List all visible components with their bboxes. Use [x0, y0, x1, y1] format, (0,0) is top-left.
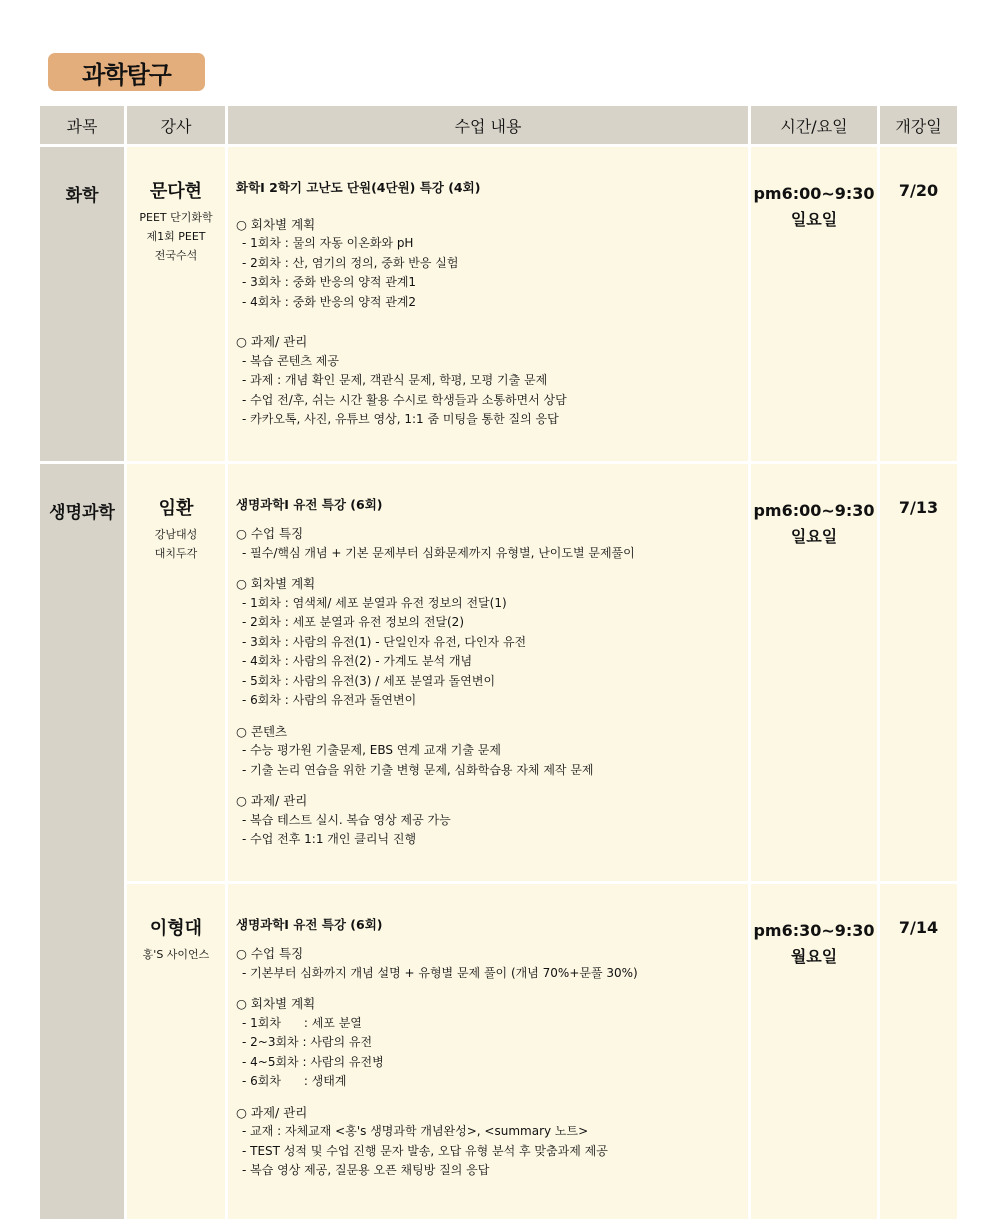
- class-day: 일요일: [790, 526, 838, 546]
- teacher-bio-line: PEET 단기화학: [139, 211, 213, 224]
- class-time: pm6:00~9:30: [753, 500, 875, 520]
- content-block: [236, 524, 742, 563]
- teacher-bio-line: 전국수석: [154, 249, 198, 262]
- block-line: - 기본부터 심화까지 개념 설명 + 유형별 문제 풀이 (개념 70%+문풀 30%): [242, 965, 638, 980]
- block-line: - 수능 평가원 기출문제, EBS 연계 교재 기출 문제: [242, 743, 501, 757]
- teacher-bio: [128, 525, 224, 563]
- content-block: [236, 944, 742, 983]
- block-line: - 카카오톡, 사진, 유튜브 영상, 1:1 줌 미팅을 통한 질의 응답: [242, 412, 559, 426]
- time-cell: [751, 884, 877, 1219]
- content-cell: [228, 147, 748, 461]
- block-heading: ○ 회차별 계획: [236, 576, 316, 591]
- content-block: [236, 215, 742, 313]
- class-day: 월요일: [790, 946, 838, 966]
- table-row: [40, 884, 957, 1219]
- block-heading: ○ 수업 특징: [236, 946, 304, 961]
- block-line: - 수업 전/후, 쉬는 시간 활용 수시로 학생들과 소통하면서 상담: [242, 392, 567, 407]
- table-row: [40, 147, 957, 461]
- block-line: - 교재 : 자체교재 <홍's 생명과학 개념완성>, <summary 노트>: [242, 1124, 589, 1138]
- content-block: [236, 574, 742, 711]
- block-line: - 2~3회차 : 사람의 유전: [242, 1035, 373, 1049]
- block-line: - 기출 논리 연습을 위한 기출 변형 문제, 심화학습용 자체 제작 문제: [242, 762, 594, 777]
- teacher-name: 문다현: [149, 181, 203, 202]
- block-line: - 1회차 : 세포 분열: [242, 1015, 362, 1030]
- course-title: 생명과학Ⅰ 유전 특강 (6회): [236, 496, 383, 512]
- block-line: - 6회차 : 사람의 유전과 돌연변이: [242, 693, 417, 707]
- class-time: pm6:30~9:30: [753, 920, 875, 940]
- course-title: 생명과학Ⅰ 유전 특강 (6회): [236, 916, 383, 932]
- header-subject: 과목: [40, 106, 124, 144]
- block-line: - 2회차 : 세포 분열과 유전 정보의 전달(2): [242, 615, 464, 629]
- class-time: pm6:00~9:30: [753, 184, 875, 203]
- block-heading: ○ 회차별 계획: [236, 996, 316, 1011]
- content-cell: [228, 884, 748, 1219]
- block-heading: ○ 수업 특징: [236, 526, 304, 541]
- block-line: - 4회차 : 사람의 유전(2) - 가계도 분석 개념: [242, 654, 473, 668]
- block-line: - 수업 전후 1:1 개인 클리닉 진행: [242, 832, 417, 846]
- section-title-badge: 과학탐구: [48, 53, 205, 91]
- time-cell: [751, 464, 877, 881]
- block-line: - 3회차 : 사람의 유전(1) - 단일인자 유전, 다인자 유전: [242, 634, 527, 649]
- block-line: - 4~5회차 : 사람의 유전병: [242, 1054, 384, 1069]
- block-heading: ○ 콘텐츠: [236, 723, 288, 739]
- teacher-bio-line: 대치두각: [154, 546, 198, 560]
- table-header-row: [40, 106, 957, 144]
- block-line: - 3회차 : 중화 반응의 양적 관계1: [242, 275, 417, 289]
- content-block: [236, 722, 742, 781]
- header-start-date: 개강일: [880, 106, 957, 144]
- block-line: - 5회차 : 사람의 유전(3) / 세포 분열과 돌연변이: [242, 673, 496, 688]
- time-cell: [751, 147, 877, 461]
- header-time: 시간/요일: [751, 106, 877, 144]
- teacher-cell: [127, 147, 225, 461]
- start-date-cell: 7/14: [880, 884, 957, 1219]
- block-line: - 4회차 : 중화 반응의 양적 관계2: [242, 294, 417, 309]
- teacher-cell: [127, 464, 225, 881]
- teacher-bio-line: 강남대성: [154, 527, 198, 541]
- block-line: - 복습 영상 제공, 질문용 오픈 채팅방 질의 응답: [242, 1163, 490, 1177]
- teacher-bio-line: 홍'S 사이언스: [142, 947, 210, 961]
- teacher-bio: [128, 208, 224, 265]
- block-line: - 6회차 : 생태계: [242, 1074, 347, 1088]
- content-block: [236, 1103, 742, 1181]
- header-teacher: 강사: [127, 106, 225, 144]
- content-cell: [228, 464, 748, 881]
- start-date-cell: 7/13: [880, 464, 957, 881]
- block-heading: ○ 과제/ 관리: [236, 1104, 308, 1120]
- table-row: [40, 464, 957, 881]
- content-block: [236, 994, 742, 1092]
- class-day: 일요일: [790, 210, 838, 229]
- teacher-bio: [128, 945, 224, 964]
- block-line: - 필수/핵심 개념 + 기본 문제부터 심화문제까지 유형별, 난이도별 문제풀이: [242, 545, 635, 560]
- block-line: - 1회차 : 물의 자동 이온화와 pH: [242, 236, 414, 250]
- subject-cell: 화학: [40, 147, 124, 461]
- block-line: - 복습 테스트 실시. 복습 영상 제공 가능: [242, 812, 451, 827]
- block-heading: ○ 과제/ 관리: [236, 334, 308, 349]
- block-line: - TEST 성적 및 수업 진행 문자 발송, 오답 유형 분석 후 맞춤과제 제공: [242, 1143, 608, 1158]
- course-title: 화학Ⅰ 2학기 고난도 단원(4단원) 특강 (4회): [236, 180, 481, 195]
- teacher-name: 이형대: [149, 917, 203, 939]
- block-line: - 2회차 : 산, 염기의 정의, 중화 반응 실험: [242, 255, 459, 270]
- content-block: [236, 332, 742, 430]
- header-content: 수업 내용: [228, 106, 748, 144]
- block-line: - 복습 콘텐츠 제공: [242, 353, 339, 368]
- schedule-table: [37, 103, 960, 1219]
- block-heading: ○ 회차별 계획: [236, 216, 316, 232]
- block-line: - 과제 : 개념 확인 문제, 객관식 문제, 학평, 모평 기출 문제: [242, 373, 548, 387]
- teacher-cell: [127, 884, 225, 1219]
- teacher-name: 임환: [158, 497, 194, 519]
- start-date-cell: 7/20: [880, 147, 957, 461]
- teacher-bio-line: 제1회 PEET: [146, 230, 206, 243]
- block-heading: ○ 과제/ 관리: [236, 793, 308, 808]
- subject-cell: 생명과학: [40, 464, 124, 1219]
- content-block: [236, 791, 742, 850]
- block-line: - 1회차 : 염색체/ 세포 분열과 유전 정보의 전달(1): [242, 595, 507, 610]
